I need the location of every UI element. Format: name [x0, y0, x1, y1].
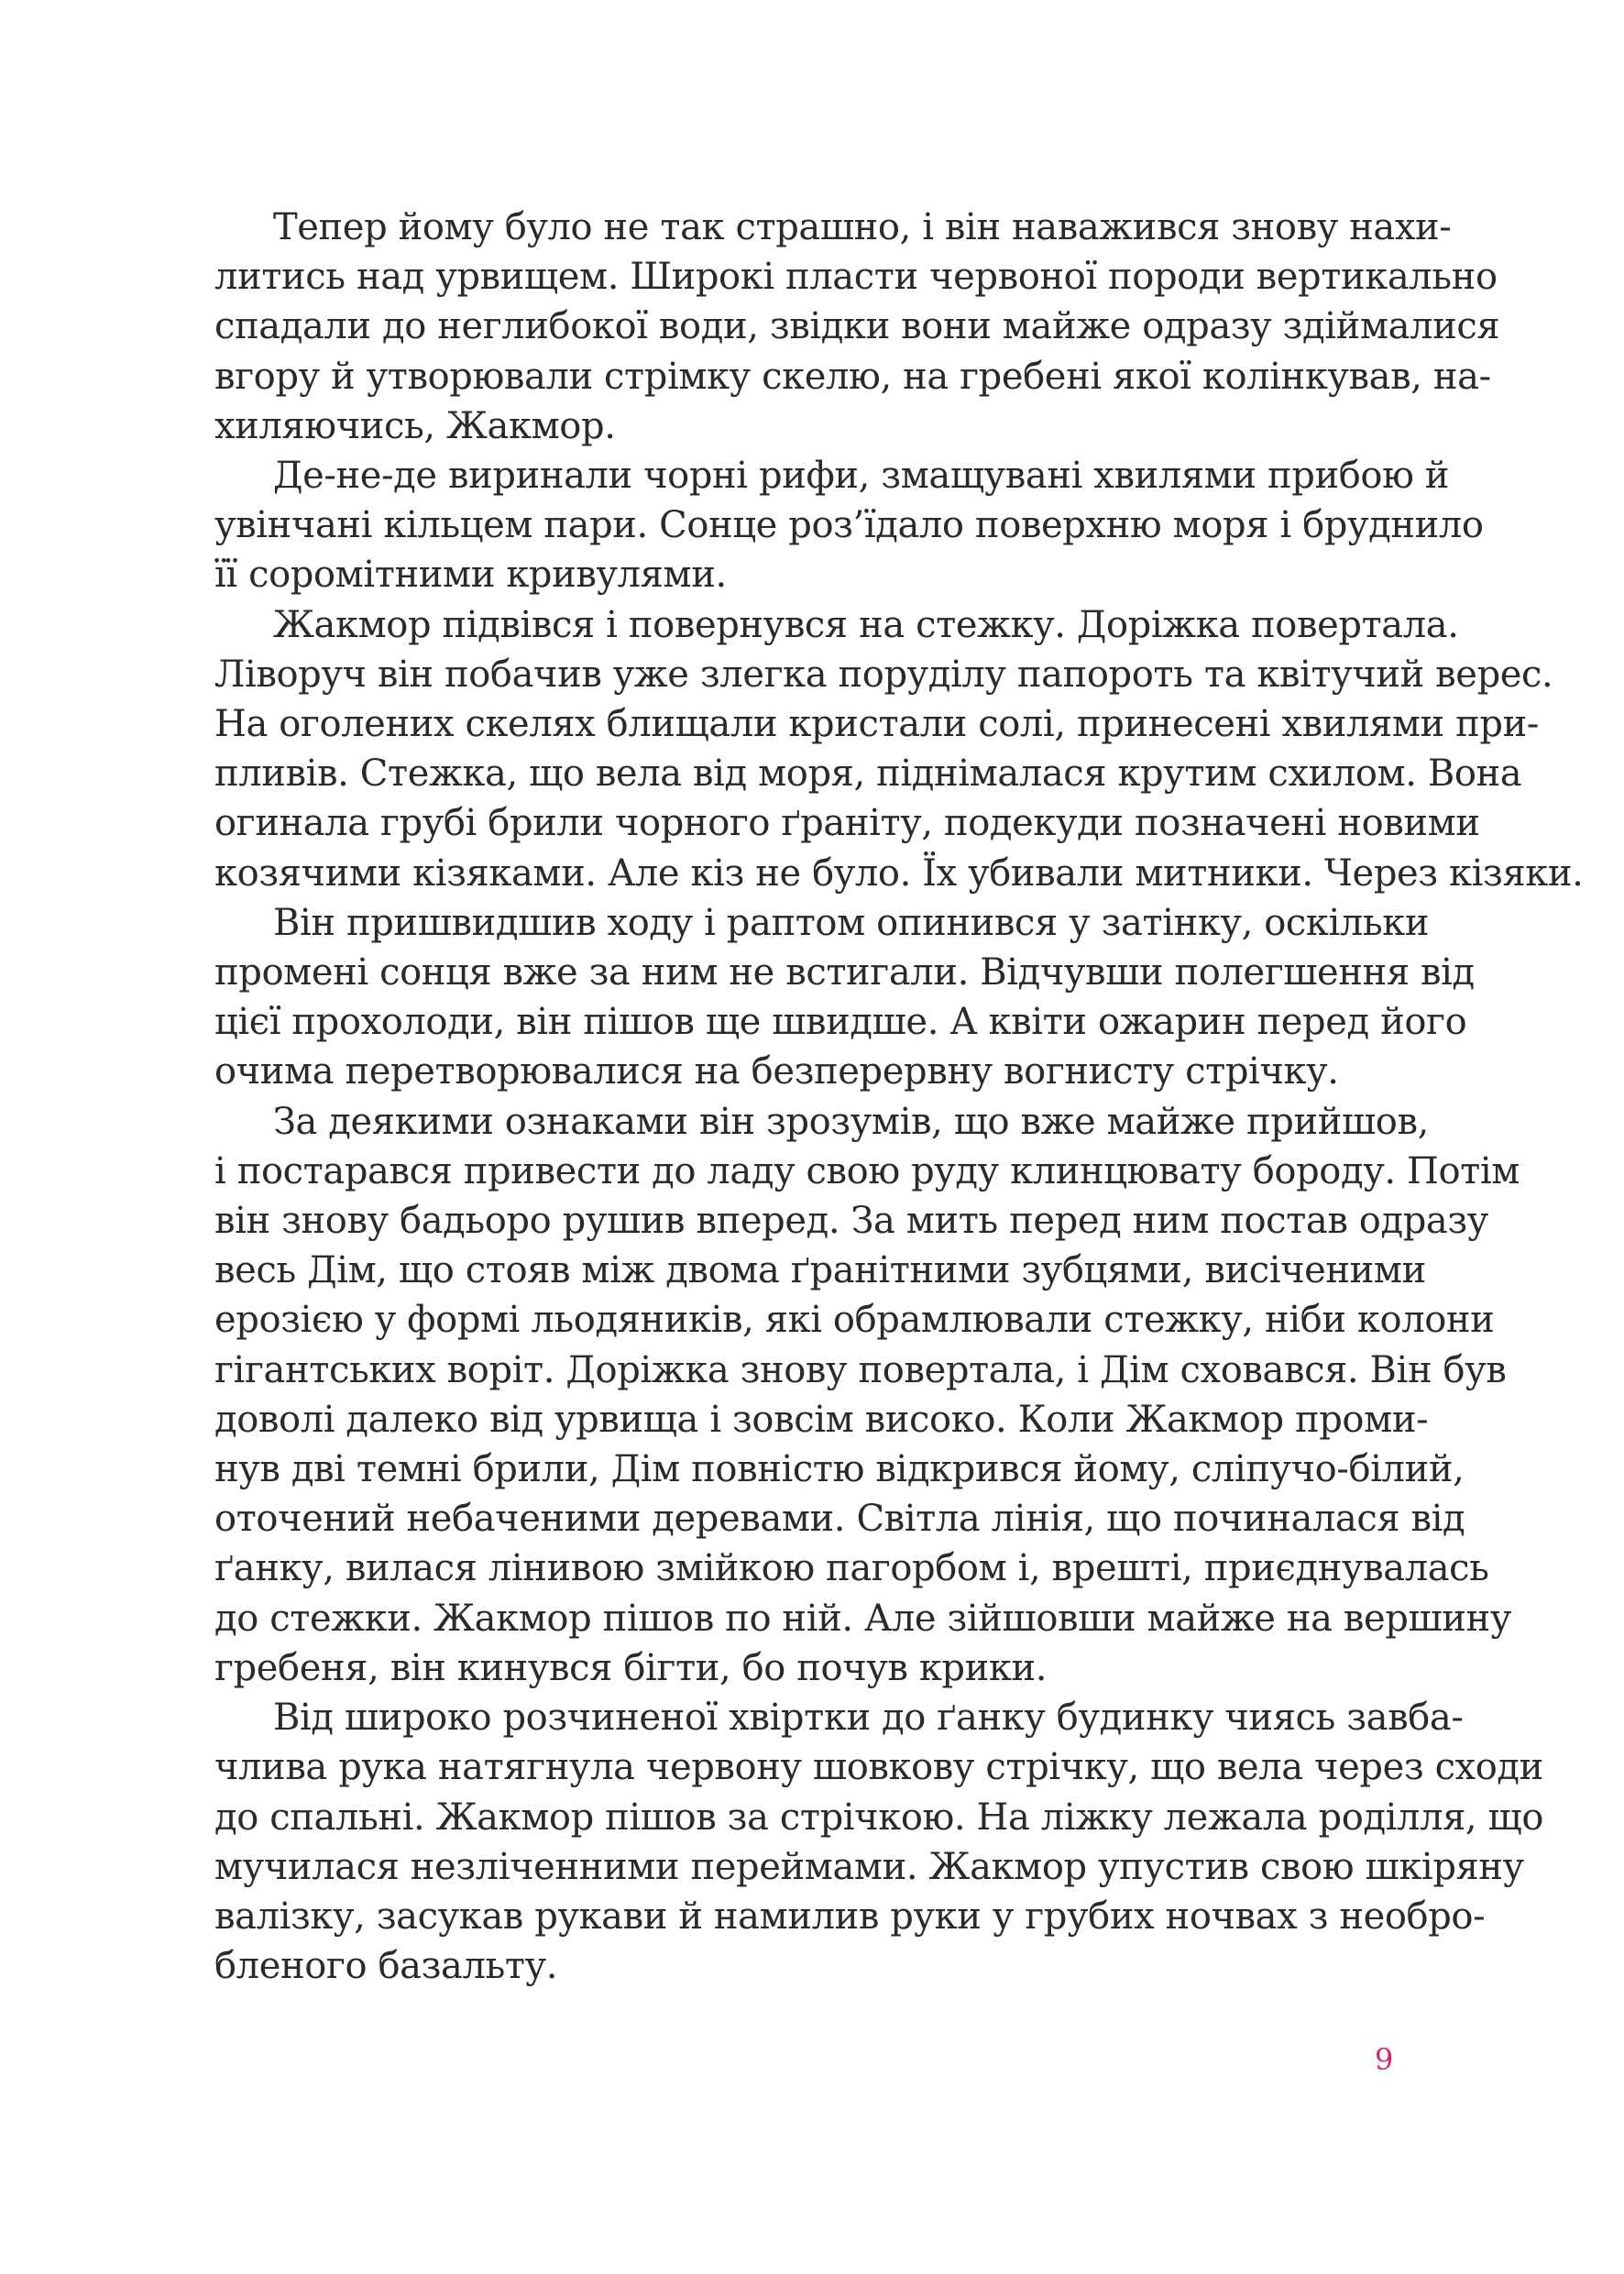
paragraph-6: [156, 1693, 1544, 1991]
text-line: Жакмор підвівся і повернувся на стежку. Доріжка повертала.: [273, 603, 1459, 646]
text-line: члива рука натягнула червону шовкову стрічку, що вела через сходи: [214, 1746, 1543, 1789]
text-line: На оголених скелях блищали кристали солі, принесені хвилями при-: [214, 703, 1539, 746]
text-line: Від широко розчиненої хвіртки до ґанку будинку чиясь завба-: [273, 1697, 1464, 1740]
text-line: промені сонця вже за ним не встигали. Відчувши полегшення від: [214, 951, 1475, 994]
text-line: мучилася незліченними переймами. Жакмор упустив свою шкіряну: [214, 1845, 1524, 1888]
text-line: весь Дім, що стояв між двома ґранітними зубцями, висіченими: [214, 1249, 1426, 1292]
text-line: доволі далеко від урвища і зовсім високо. Коли Жакмор проми-: [214, 1398, 1429, 1441]
page-number: 9: [1375, 2042, 1394, 2077]
paragraph-3: [156, 600, 1584, 898]
paragraph-1: [156, 203, 1500, 451]
text-line: валізку, засукав рукави й намилив руки у грубих ночвах з необро-: [214, 1895, 1486, 1938]
text-line: до стежки. Жакмор пішов по ній. Але зійшовши майже на вершину: [214, 1597, 1511, 1640]
body-text: [156, 203, 1584, 1991]
text-line: ерозією у формі льодяників, які обрамлювали стежку, ніби колони: [214, 1299, 1495, 1342]
text-line: оточений небаченими деревами. Світла лінія, що починалася від: [214, 1498, 1465, 1541]
text-line: вгору й утворювали стрімку скелю, на гребені якої колінкував, на-: [214, 355, 1491, 398]
text-line: ґанку, вилася лінивою змійкою пагорбом і, врешті, приєднувалась: [214, 1547, 1489, 1590]
text-line: очима перетворювалися на безперервну вогнисту стрічку.: [214, 1050, 1339, 1093]
text-line: Він пришвидшив ходу і раптом опинився у затінку, оскільки: [273, 901, 1430, 944]
text-line: нув дві темні брили, Дім повністю відкрився йому, сліпучо-білий,: [214, 1448, 1465, 1491]
text-line: За деякими ознаками він зрозумів, що вже майже прийшов,: [273, 1100, 1429, 1143]
text-line: цієї прохолоди, він пішов ще швидше. А квіти ожарин перед його: [214, 1001, 1467, 1044]
text-line: пливів. Стежка, що вела від моря, піднімалася крутим схилом. Вона: [214, 753, 1522, 796]
text-line: огинала грубі брили чорного ґраніту, подекуди позначені новими: [214, 802, 1480, 845]
text-line: козячими кізяками. Але кіз не було. Їх убивали митники. Через кізяки.: [214, 851, 1584, 895]
text-line: гребеня, він кинувся бігти, бо почув крики.: [214, 1646, 1048, 1689]
text-line: Ліворуч він побачив уже злегка поруділу папороть та квітучий верес.: [214, 653, 1553, 696]
text-line: він знову бадьоро рушив вперед. За мить перед ним постав одразу: [214, 1200, 1488, 1243]
text-line: увінчані кільцем пари. Сонце роз’їдало поверхню моря і бруднило: [214, 504, 1484, 547]
text-line: Де-не-де виринали чорні рифи, змащувані хвилями прибою й: [273, 455, 1450, 498]
text-line: і постарався привести до ладу свою руду клинцювату бороду. Потім: [214, 1149, 1520, 1192]
text-line: до спальні. Жакмор пішов за стрічкою. На ліжку лежала роділля, що: [214, 1796, 1544, 1839]
paragraph-5: [156, 1097, 1520, 1693]
text-line: її соромітними кривулями.: [214, 554, 727, 597]
paragraph-4: [156, 898, 1475, 1097]
text-line: бленого базальту.: [214, 1945, 558, 1988]
text-line: литись над урвищем. Широкі пласти червоної породи вертикально: [214, 256, 1498, 299]
text-line: Тепер йому було не так страшно, і він наважився знову нахи-: [273, 206, 1452, 248]
text-line: хиляючись, Жакмор.: [214, 404, 616, 447]
text-line: спадали до неглибокої води, звідки вони майже одразу здіймалися: [214, 305, 1500, 348]
text-line: гігантських воріт. Доріжка знову повертала, і Дім сховався. Він був: [214, 1348, 1507, 1391]
paragraph-2: [156, 451, 1484, 600]
